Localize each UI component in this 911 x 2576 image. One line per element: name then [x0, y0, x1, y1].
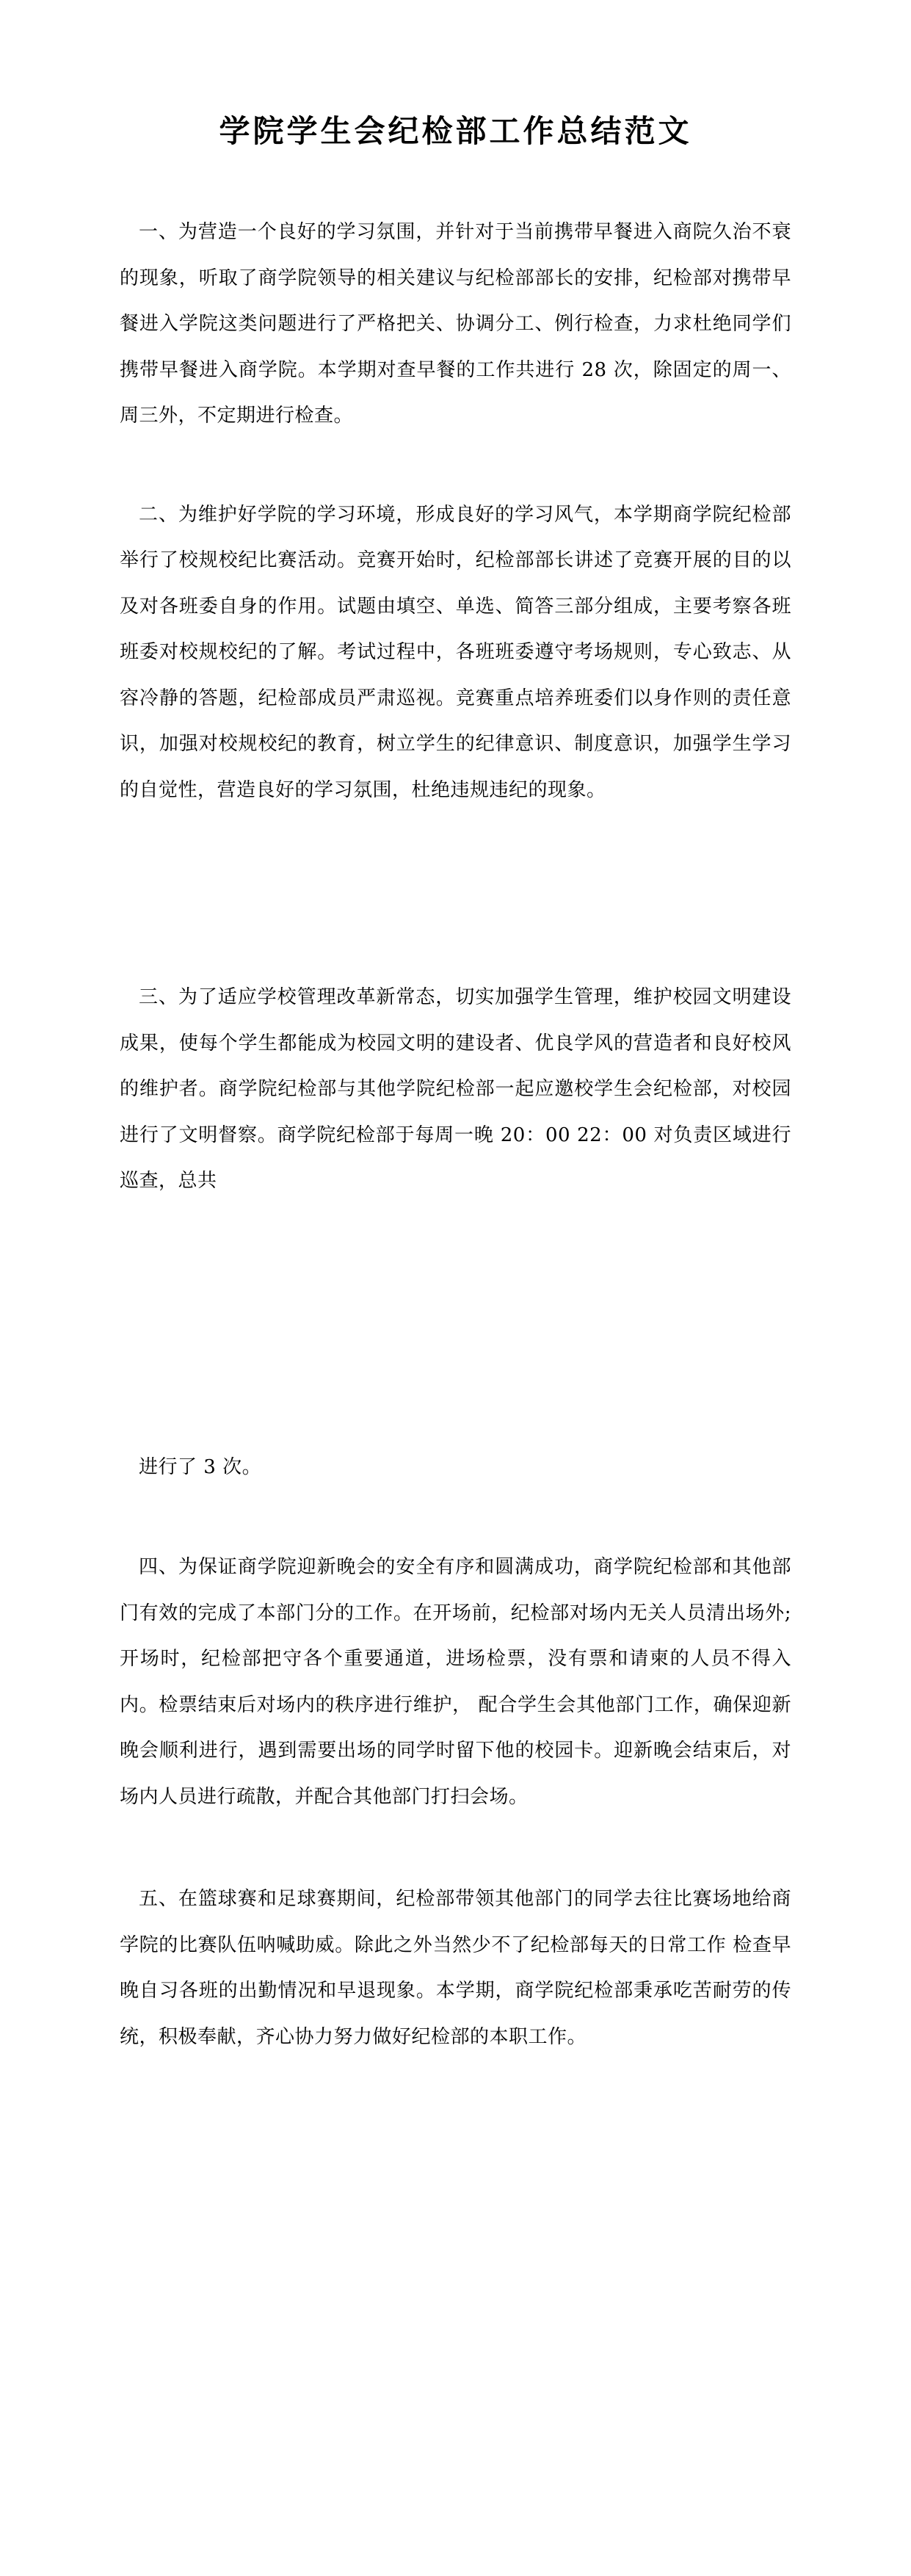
- paragraph-5: 五、在篮球赛和足球赛期间，纪检部带领其他部门的同学去往比赛场地给商学院的比赛队伍呐喊助威。除此之外当然少不了纪检部每天的日常工作 检查早晚自习各班的出勤情况和早退现象。本学期，商学院纪检部秉承吃苦耐劳的传统，积极奉献，齐心协力努力做好纪检部的本职工作。: [120, 1888, 791, 2048]
- paragraph-3: 三、为了适应学校管理改革新常态，切实加强学生管理，维护校园文明建设成果，使每个学生都能成为校园文明的建设者、优良学风的营造者和良好校风的维护者。商学院纪检部与其他学院纪检部一起应邀校学生会纪检部，对校园进行了文明督察。商学院纪检部于每周一晚 20：00 22：00 对负责区域进行巡查，总共: [120, 986, 791, 1192]
- paragraph-1: 一、为营造一个良好的学习氛围，并针对于当前携带早餐进入商院久治不衰的现象，听取了商学院领导的相关建议与纪检部部长的安排，纪检部对携带早餐进入学院这类问题进行了严格把关、协调分工、例行检查，力求杜绝同学们携带早餐进入商学院。本学期对查早餐的工作共进行 28 次，除固定的周一、周三外，不定期进行检查。: [120, 221, 791, 427]
- document-title: 学院学生会纪检部工作总结范文: [219, 113, 692, 149]
- paragraph-4: 四、为保证商学院迎新晚会的安全有序和圆满成功，商学院纪检部和其他部门有效的完成了本部门分的工作。在开场前，纪检部对场内无关人员清出场外;开场时，纪检部把守各个重要通道，进场检票，没有票和请柬的人员不得入内。检票结束后对场内的秩序进行维护， 配合学生会其他部门工作，确保迎新晚会顺利进行，遇到需要出场的同学时留下他的校园卡。迎新晚会结束后，对场内人员进行疏散，并配合其他部门打扫会场。: [120, 1556, 791, 1808]
- paragraph-2: 二、为维护好学院的学习环境，形成良好的学习风气，本学期商学院纪检部举行了校规校纪比赛活动。竞赛开始时，纪检部部长讲述了竞赛开展的目的以及对各班委自身的作用。试题由填空、单选、简答三部分组成，主要考察各班班委对校规校纪的了解。考试过程中，各班班委遵守考场规则，专心致志、从容冷静的答题，纪检部成员严肃巡视。竞赛重点培养班委们以身作则的责任意识，加强对校规校纪的教育，树立学生的纪律意识、制度意识，加强学生学习的自觉性，营造良好的学习氛围，杜绝违规违纪的现象。: [120, 503, 791, 801]
- document-page: [120, 0, 791, 2060]
- paragraph-3-continued: 进行了 3 次。: [139, 1455, 262, 1478]
